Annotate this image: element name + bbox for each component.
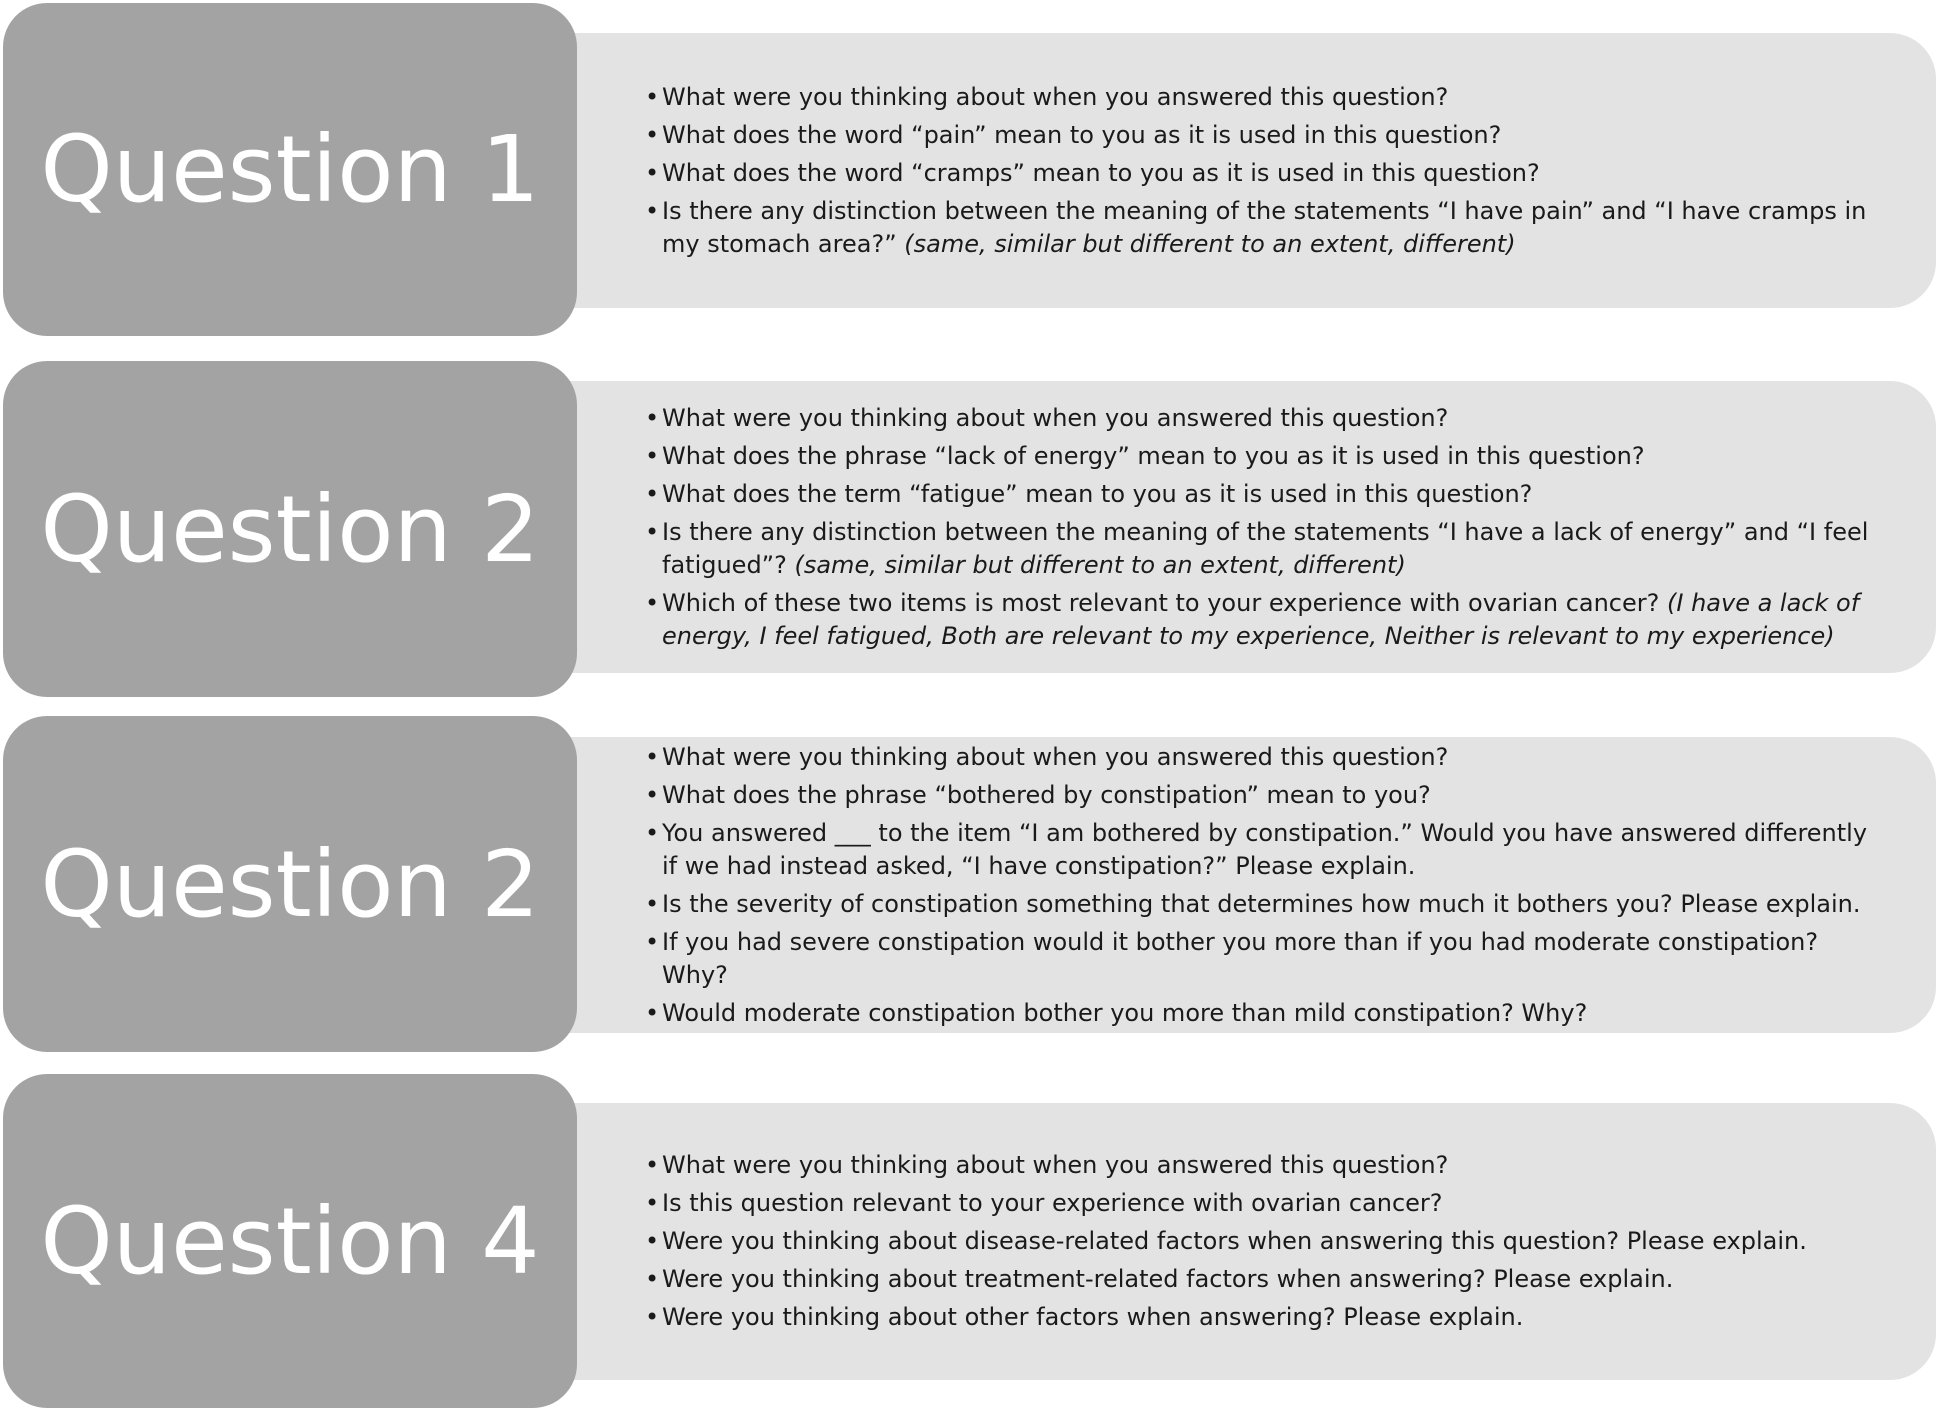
bullet-dot-icon: • xyxy=(645,889,660,918)
bullet-text: Would moderate constipation bother you more than mild constipation? Why? xyxy=(662,998,1588,1027)
bullet-dot-icon: • xyxy=(645,403,660,432)
bullet-item xyxy=(645,157,1876,190)
bullet-dot-icon: • xyxy=(645,196,660,225)
bullet-dot-icon: • xyxy=(645,998,660,1027)
bullet-item xyxy=(645,119,1876,152)
bullet-item xyxy=(645,997,1876,1030)
bullet-text: Which of these two items is most relevant to your experience with ovarian cancer? xyxy=(662,588,1667,617)
bullet-text: What does the word “pain” mean to you as it is used in this question? xyxy=(662,120,1502,149)
bullet-text: What were you thinking about when you answered this question? xyxy=(662,82,1449,111)
bullet-text: What does the phrase “bothered by constipation” mean to you? xyxy=(662,780,1431,809)
question-2-bullets xyxy=(645,402,1876,653)
bullet-item xyxy=(645,779,1876,812)
bullet-text: You answered ___ to the item “I am bothered by constipation.” Would you have answered differently if we had instead asked, “I have constipation?” Please explain. xyxy=(662,818,1868,880)
bullet-dot-icon: • xyxy=(645,1227,660,1255)
bullet-item xyxy=(645,1225,1876,1258)
bullet-dot-icon: • xyxy=(645,82,660,111)
bullet-dot-icon: • xyxy=(645,818,660,847)
bullet-text: Is the severity of constipation something that determines how much it bothers you? Please explain. xyxy=(662,889,1861,918)
bullet-dot-icon: • xyxy=(645,1189,660,1217)
bullet-dot-icon: • xyxy=(645,441,660,470)
question-4-label: Question 4 xyxy=(40,1187,540,1295)
bullet-item xyxy=(645,195,1876,261)
bullet-response-options: (same, similar but different to an extent, different) xyxy=(904,229,1516,258)
bullet-text: Is there any distinction between the meaning of the statements “I have pain” and “I have cramps in my stomach area?” xyxy=(662,196,1867,258)
bullet-item xyxy=(645,888,1876,921)
bullet-dot-icon: • xyxy=(645,120,660,149)
bullet-text: What does the phrase “lack of energy” mean to you as it is used in this question? xyxy=(662,441,1645,470)
bullet-dot-icon: • xyxy=(645,780,660,809)
bullet-item xyxy=(645,1301,1876,1334)
bullet-text: What were you thinking about when you answered this question? xyxy=(662,1151,1449,1179)
bullet-text: What were you thinking about when you answered this question? xyxy=(662,742,1449,771)
bullet-text: What does the word “cramps” mean to you as it is used in this question? xyxy=(662,158,1540,187)
bullet-item xyxy=(645,587,1876,653)
bullet-item xyxy=(645,926,1876,992)
bullet-text: What does the term “fatigue” mean to you as it is used in this question? xyxy=(662,479,1533,508)
question-3-bullets xyxy=(645,741,1876,1030)
question-3-panel xyxy=(560,737,1936,1033)
bullet-dot-icon: • xyxy=(645,1303,660,1331)
question-2-label-box xyxy=(3,361,577,697)
question-2-label: Question 2 xyxy=(40,475,540,583)
question-4-label-box xyxy=(3,1074,577,1408)
bullet-item xyxy=(645,817,1876,883)
question-4-bullets xyxy=(645,1149,1876,1334)
bullet-dot-icon: • xyxy=(645,742,660,771)
bullet-item xyxy=(645,478,1876,511)
bullet-item xyxy=(645,1149,1876,1182)
bullet-text: Were you thinking about treatment-related factors when answering? Please explain. xyxy=(662,1265,1674,1293)
bullet-dot-icon: • xyxy=(645,588,660,617)
bullet-item xyxy=(645,741,1876,774)
bullet-item xyxy=(645,440,1876,473)
bullet-dot-icon: • xyxy=(645,479,660,508)
bullet-item xyxy=(645,1263,1876,1296)
bullet-item xyxy=(645,81,1876,114)
bullet-text: What were you thinking about when you answered this question? xyxy=(662,403,1449,432)
bullet-dot-icon: • xyxy=(645,158,660,187)
question-1-bullets xyxy=(645,81,1876,261)
bullet-item xyxy=(645,402,1876,435)
bullet-dot-icon: • xyxy=(645,1265,660,1293)
bullet-response-options: (I have a lack of energy, I feel fatigued, Both are relevant to my experience, Neither is relevant to my experience) xyxy=(662,588,1860,650)
question-1-panel xyxy=(560,33,1936,308)
bullet-dot-icon: • xyxy=(645,927,660,956)
bullet-dot-icon: • xyxy=(645,1151,660,1179)
question-2-panel xyxy=(560,381,1936,673)
bullet-item xyxy=(645,1187,1876,1220)
question-1-label-box xyxy=(3,3,577,336)
question-1-label: Question 1 xyxy=(40,116,540,223)
bullet-text: Is this question relevant to your experience with ovarian cancer? xyxy=(662,1189,1443,1217)
question-3-label: Question 2 xyxy=(40,830,540,938)
bullet-text: Is there any distinction between the meaning of the statements “I have a lack of energy” and “I feel fatigued”? xyxy=(662,517,1869,579)
bullet-response-options: (same, similar but different to an extent, different) xyxy=(794,550,1406,579)
question-3-label-box xyxy=(3,716,577,1052)
bullet-text: Were you thinking about disease-related factors when answering this question? Please explain. xyxy=(662,1227,1807,1255)
bullet-item xyxy=(645,516,1876,582)
bullet-dot-icon: • xyxy=(645,517,660,546)
bullet-text: If you had severe constipation would it bother you more than if you had moderate constipation? Why? xyxy=(662,927,1819,989)
bullet-text: Were you thinking about other factors when answering? Please explain. xyxy=(662,1303,1524,1331)
question-4-panel xyxy=(560,1103,1936,1380)
